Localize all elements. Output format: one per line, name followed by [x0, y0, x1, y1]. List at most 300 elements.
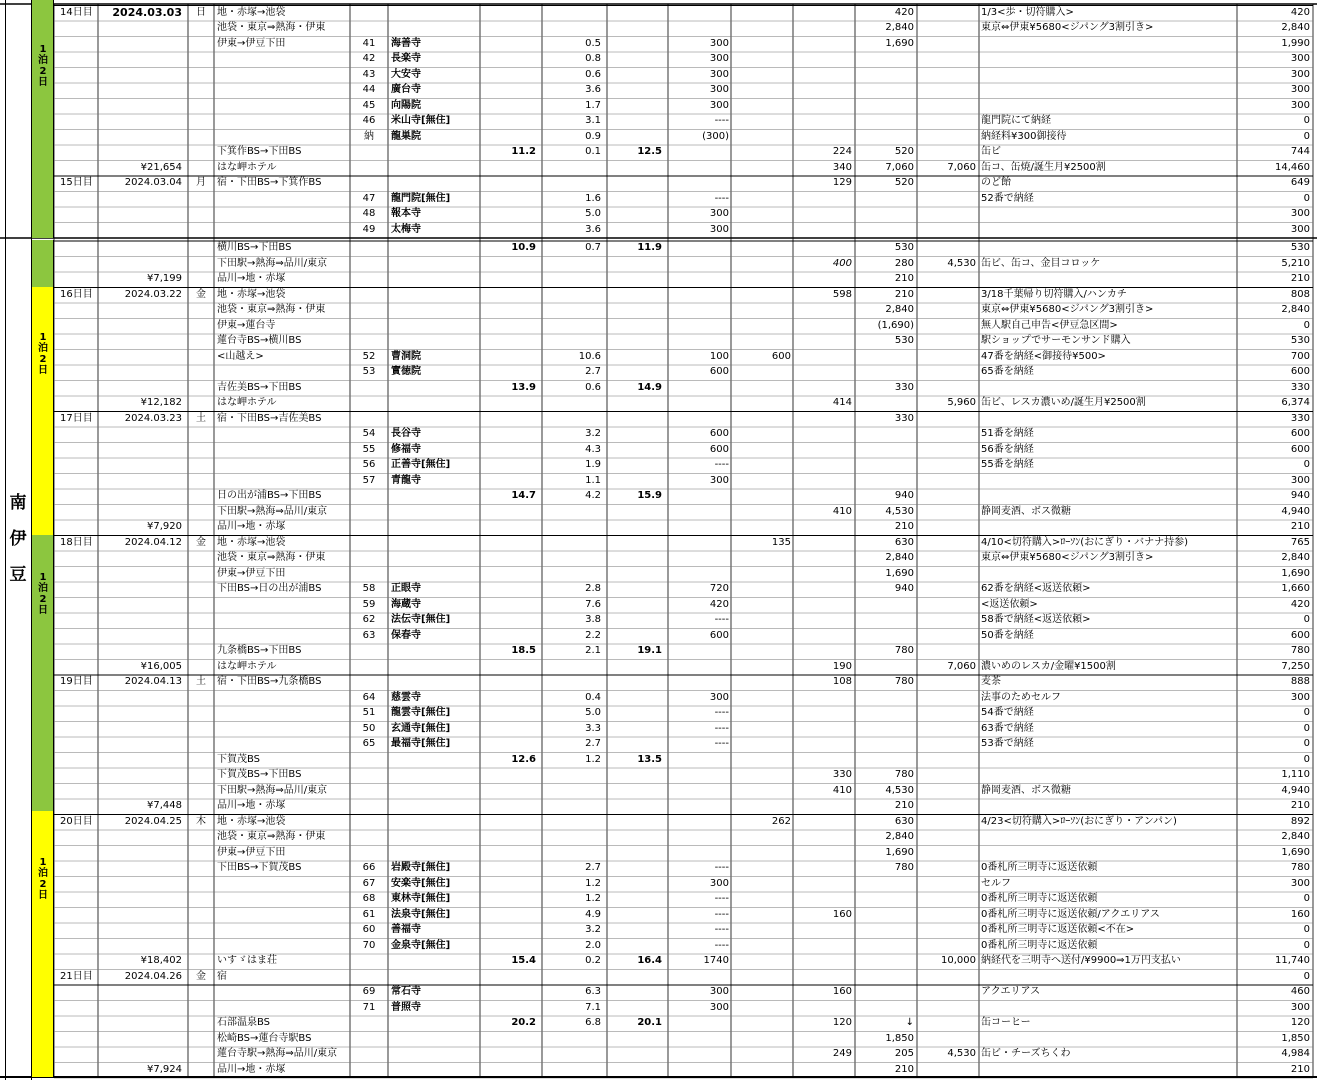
cell-temple-no: [350, 969, 388, 985]
cell-notes: 3/18千葉帰り切符購入/ハンカチ: [981, 288, 1127, 300]
cell-offering: [731, 519, 793, 535]
cell-temple-no: 70: [362, 939, 376, 951]
cell-route: 吉佐美BS→下田BS: [217, 381, 302, 393]
cell-distance: [542, 20, 607, 36]
cell-temple-no: 60: [362, 924, 376, 935]
cell-date: [98, 129, 188, 145]
cell-walk-km: [480, 160, 542, 176]
cell-weekday: [188, 938, 214, 954]
cell-day: [56, 191, 98, 207]
cell-temple-no: 50: [362, 722, 376, 734]
cell-temple-no: [350, 845, 388, 861]
cell-lodging: [917, 845, 979, 861]
cell-date: [98, 1031, 188, 1047]
cell-weekday: 土: [196, 412, 206, 424]
cell-date: [98, 705, 188, 721]
cell-weekday: [188, 612, 214, 628]
cell-stamp-fee: [668, 535, 731, 551]
cell-day: [56, 922, 98, 938]
cell-day: [56, 1000, 98, 1016]
cell-lodging: [917, 798, 979, 814]
cell-notes: [979, 98, 1237, 114]
cell-walk-km: 20.2: [511, 1017, 536, 1028]
cell-stamp-fee: [668, 566, 731, 582]
cell-route: 宿: [217, 970, 227, 982]
cell-lodging: [917, 705, 979, 721]
cell-stamp-fee: ----: [714, 939, 729, 951]
cell-walk-km: [480, 256, 542, 272]
cell-walk-km: [480, 287, 542, 303]
cell-lodging: [917, 519, 979, 535]
cell-lodging: [917, 349, 979, 365]
cell-day: 20日目: [60, 815, 93, 827]
cell-daily-total: 1,990: [1281, 37, 1310, 49]
cell-route: [214, 191, 350, 207]
cell-daily-total: 300: [1290, 877, 1310, 889]
cell-lodging: [917, 129, 979, 145]
cell-lodging: [917, 907, 979, 923]
cell-offering: [731, 380, 793, 396]
cell-fare: [855, 457, 917, 473]
cell-temple-no: [350, 1062, 388, 1078]
cell-lodging: [917, 222, 979, 238]
cell-notes: [979, 271, 1237, 287]
cell-daily-total: 2,840: [1281, 552, 1310, 563]
cell-walk-km: [480, 333, 542, 349]
cell-offering: [731, 302, 793, 318]
cell-weekday: [188, 51, 214, 67]
cell-date: [98, 504, 188, 520]
cell-temple-no: [350, 256, 388, 272]
cell-distance: [542, 674, 607, 690]
cell-offering: [731, 1000, 793, 1016]
cell-weekday: [188, 829, 214, 845]
cell-date: 2024.04.25: [124, 815, 182, 827]
cell-fare: 280: [894, 257, 914, 269]
cell-offering: [731, 256, 793, 272]
cell-weekday: [188, 488, 214, 504]
cell-stamp-fee: ----: [714, 459, 729, 470]
cell-weekday: [188, 1000, 214, 1016]
cell-distance: [542, 504, 607, 520]
cell-lodging: 4,530: [947, 257, 976, 269]
cell-fare: (1,690): [877, 319, 914, 331]
cell-walk-km: 15.4: [511, 955, 536, 966]
cell-date: [98, 206, 188, 222]
cell-snack: [793, 969, 855, 985]
cell-fare: [855, 628, 917, 644]
cell-fare: [855, 395, 917, 411]
cell-lodging: [917, 612, 979, 628]
cell-notes: 納経代を三明寺へ送付/¥9900⇒1万円支払い: [981, 955, 1181, 966]
cell-lodging: [917, 938, 979, 954]
cell-offering: [731, 628, 793, 644]
cell-date: ¥7,924: [147, 1063, 182, 1075]
cell-weekday: [188, 98, 214, 114]
cell-daily-total: 300: [1290, 53, 1310, 64]
cell-date: [98, 256, 188, 272]
cell-stamp-fee: [668, 333, 731, 349]
cell-route: 伊東→伊豆下田: [217, 846, 286, 858]
cell-date: 2024.03.04: [124, 177, 182, 188]
cell-snack: [793, 938, 855, 954]
cell-distance: 1.6: [585, 192, 601, 204]
trip-band-4-label: 1 泊 2 日: [38, 572, 48, 616]
cell-daily-total: 300: [1290, 208, 1310, 219]
cell-day: 21日目: [60, 970, 93, 982]
cell-stamp-fee: [668, 1046, 731, 1062]
cell-offering: [731, 953, 793, 969]
cell-route: 下賀茂BS→下田BS: [217, 769, 302, 780]
cell-fare: [855, 876, 917, 892]
cell-distance: [542, 1031, 607, 1047]
cell-stamp-fee: [668, 1062, 731, 1078]
cell-lodging: [917, 20, 979, 36]
cell-daily-total: 1,660: [1281, 583, 1310, 594]
cell-walk-km: [480, 129, 542, 145]
cell-distance: [542, 1062, 607, 1078]
cell-day: [56, 473, 98, 489]
cell-notes: 麦茶: [981, 676, 1001, 687]
cell-notes: 缶ビ、缶コ、金目コロッケ: [981, 257, 1101, 269]
cell-snack: [793, 364, 855, 380]
cell-lodging: [917, 380, 979, 396]
cell-temple-name: 海善寺: [391, 37, 421, 49]
cell-temple-name: 龍巣院: [391, 130, 421, 142]
cell-distance: 7.1: [585, 1001, 601, 1013]
cell-lodging: [917, 752, 979, 768]
cell-temple-name: 廣台寺: [391, 84, 421, 95]
cell-daily-total: 0: [1303, 738, 1310, 749]
cell-lodging: [917, 504, 979, 520]
cell-notes: 缶コ、缶焼/誕生月¥2500割: [981, 161, 1106, 173]
cell-lodging: [917, 1031, 979, 1047]
cell-daily-total: 210: [1290, 521, 1310, 532]
cell-weekday: [188, 395, 214, 411]
cell-daily-total: 330: [1290, 412, 1310, 424]
cell-snack: [793, 628, 855, 644]
cell-daily-total: 744: [1290, 146, 1310, 157]
cell-offering: [731, 98, 793, 114]
cell-day: [56, 271, 98, 287]
cell-offering: [731, 395, 793, 411]
cell-distance: [542, 519, 607, 535]
cell-snack: [793, 488, 855, 504]
cell-day: [56, 829, 98, 845]
cell-walk-km: 11.2: [511, 146, 536, 157]
cell-fare: [855, 953, 917, 969]
cell-offering: [731, 488, 793, 504]
cell-stamp-fee: [668, 1031, 731, 1047]
cell-snack: [793, 206, 855, 222]
cell-notes: 缶ビ: [981, 146, 1001, 157]
cell-notes: [979, 845, 1237, 861]
cell-distance: 0.6: [585, 68, 601, 80]
cell-lodging: [917, 674, 979, 690]
cell-temple-name: 青龍寺: [391, 474, 421, 486]
cell-total-km: [607, 271, 668, 287]
cell-temple-no: [350, 20, 388, 36]
trip-band-5: [32, 811, 54, 1077]
cell-temple-name: 慈雲寺: [391, 691, 421, 703]
cell-snack: [793, 829, 855, 845]
cell-snack: [793, 271, 855, 287]
cell-day: [56, 82, 98, 98]
cell-total-km: [607, 129, 668, 145]
cell-notes: 47番を納経<御接待¥500>: [981, 350, 1106, 362]
cell-lodging: [917, 736, 979, 752]
cell-snack: [793, 51, 855, 67]
cell-date: [98, 752, 188, 768]
cell-day: [56, 256, 98, 272]
cell-lodging: [917, 206, 979, 222]
cell-temple-name: [388, 643, 480, 659]
cell-temple-name: [388, 256, 480, 272]
cell-snack: [793, 318, 855, 334]
trip-band-3: [32, 287, 54, 535]
cell-day: [56, 380, 98, 396]
cell-snack: 108: [832, 676, 852, 687]
cell-date: 2024.03.22: [124, 288, 182, 300]
cell-lodging: [917, 5, 979, 21]
cell-walk-km: [480, 426, 542, 442]
cell-distance: [542, 318, 607, 334]
cell-daily-total: 888: [1290, 676, 1310, 687]
cell-offering: [731, 845, 793, 861]
cell-notes: 静岡麦酒、ボス微糖: [981, 505, 1071, 517]
cell-lodging: [917, 191, 979, 207]
cell-date: [98, 860, 188, 876]
cell-daily-total: 1,850: [1281, 1032, 1310, 1044]
trip-band-5-label: 1 泊 2 日: [38, 857, 48, 901]
cell-offering: [731, 1031, 793, 1047]
cell-fare: [855, 938, 917, 954]
cell-daily-total: 0: [1303, 893, 1310, 904]
cell-route: いすゞはま荘: [217, 955, 277, 966]
cell-day: [56, 891, 98, 907]
cell-total-km: [607, 550, 668, 566]
cell-temple-no: [350, 783, 388, 799]
cell-lodging: [917, 144, 979, 160]
cell-date: [98, 1000, 188, 1016]
cell-lodging: 7,060: [947, 660, 976, 672]
cell-total-km: [607, 98, 668, 114]
cell-snack: [793, 222, 855, 238]
cell-fare: [855, 690, 917, 706]
cell-daily-total: 0: [1303, 939, 1310, 951]
cell-lodging: [917, 721, 979, 737]
cell-temple-no: 68: [362, 893, 376, 904]
cell-total-km: [607, 566, 668, 582]
cell-day: [56, 597, 98, 613]
cell-route: 九条橋BS→下田BS: [217, 645, 302, 656]
cell-notes: [979, 1031, 1237, 1047]
cell-notes: [979, 566, 1237, 582]
cell-temple-name: [388, 144, 480, 160]
cell-offering: 262: [771, 815, 791, 827]
cell-fare: 780: [894, 862, 914, 873]
cell-day: 16日目: [60, 288, 93, 300]
cell-temple-no: [350, 271, 388, 287]
cell-day: 17日目: [60, 412, 93, 424]
cell-stamp-fee: ----: [714, 707, 729, 718]
cell-lodging: [917, 581, 979, 597]
cell-total-km: [607, 907, 668, 923]
cell-route: [214, 206, 350, 222]
cell-snack: [793, 814, 855, 830]
cell-total-km: [607, 535, 668, 551]
cell-notes: [979, 206, 1237, 222]
cell-route: [214, 612, 350, 628]
cell-date: [98, 144, 188, 160]
cell-lodging: [917, 364, 979, 380]
cell-stamp-fee: [668, 175, 731, 191]
cell-distance: [542, 550, 607, 566]
cell-offering: [731, 67, 793, 83]
cell-lodging: [917, 287, 979, 303]
cell-date: [98, 240, 188, 256]
cell-date: [98, 907, 188, 923]
cell-daily-total: 160: [1290, 908, 1310, 920]
cell-day: [56, 1015, 98, 1031]
cell-snack: [793, 798, 855, 814]
cell-temple-no: 71: [362, 1001, 376, 1013]
cell-route: 横川BS→下田BS: [217, 242, 292, 253]
cell-walk-km: [480, 222, 542, 238]
cell-lodging: [917, 783, 979, 799]
cell-stamp-fee: [668, 829, 731, 845]
cell-walk-km: [480, 411, 542, 427]
cell-daily-total: 210: [1290, 273, 1310, 284]
cell-total-km: [607, 705, 668, 721]
cell-total-km: [607, 20, 668, 36]
cell-date: [98, 984, 188, 1000]
cell-snack: [793, 705, 855, 721]
cell-daily-total: 892: [1290, 815, 1310, 827]
cell-notes: 無人駅自己申告<伊豆急区間>: [981, 319, 1118, 331]
cell-fare: [855, 922, 917, 938]
cell-stamp-fee: (300): [702, 130, 729, 142]
cell-notes: 缶ビ、レスカ濃いめ/誕生月¥2500割: [981, 397, 1146, 408]
cell-weekday: 木: [196, 815, 206, 827]
cell-route: 池袋・東京⇒熱海・伊東: [217, 831, 326, 842]
cell-weekday: [188, 659, 214, 675]
cell-stamp-fee: 300: [709, 1001, 729, 1013]
cell-distance: 4.2: [585, 490, 601, 501]
cell-temple-name: 金泉寺[無住]: [391, 939, 451, 951]
cell-notes: [979, 1000, 1237, 1016]
cell-notes: [979, 67, 1237, 83]
cell-route: [214, 113, 350, 129]
cell-snack: [793, 597, 855, 613]
cell-day: [56, 705, 98, 721]
cell-snack: [793, 129, 855, 145]
cell-notes: [979, 1062, 1237, 1078]
cell-date: [98, 488, 188, 504]
cell-lodging: [917, 891, 979, 907]
cell-daily-total: 300: [1290, 68, 1310, 80]
cell-temple-name: 大安寺: [391, 68, 421, 80]
cell-route: 下田駅→熱海⇒品川/東京: [217, 505, 328, 517]
cell-walk-km: [480, 457, 542, 473]
cell-total-km: [607, 690, 668, 706]
cell-route: 地・赤塚→池袋: [217, 536, 286, 548]
cell-notes: 56番を納経: [981, 443, 1034, 455]
cell-temple-no: [350, 829, 388, 845]
cell-route: 伊東→蓮台寺: [217, 319, 276, 331]
cell-total-km: 19.1: [637, 645, 662, 656]
cell-temple-no: 48: [362, 208, 376, 219]
cell-lodging: [917, 51, 979, 67]
cell-distance: 0.4: [585, 691, 601, 703]
cell-route: 池袋・東京⇒熱海・伊東: [217, 22, 326, 33]
cell-day: [56, 581, 98, 597]
cell-snack: [793, 845, 855, 861]
cell-fare: [855, 612, 917, 628]
cell-total-km: 15.9: [637, 490, 662, 501]
cell-fare: 780: [894, 676, 914, 687]
cell-distance: 1.2: [585, 893, 601, 904]
cell-date: [98, 380, 188, 396]
cell-notes: 納経料¥300御接待: [981, 130, 1067, 142]
cell-distance: [542, 395, 607, 411]
cell-stamp-fee: 420: [709, 598, 729, 610]
cell-date: [98, 783, 188, 799]
cell-lodging: [917, 922, 979, 938]
cell-date: [98, 426, 188, 442]
cell-lodging: [917, 566, 979, 582]
cell-temple-no: [350, 659, 388, 675]
trip-band-1-label: 1 泊 2 日: [38, 44, 48, 88]
cell-distance: [542, 302, 607, 318]
cell-temple-no: [350, 566, 388, 582]
cell-offering: [731, 876, 793, 892]
cell-walk-km: [480, 442, 542, 458]
cell-weekday: [188, 20, 214, 36]
cell-lodging: [917, 628, 979, 644]
cell-stamp-fee: [668, 380, 731, 396]
cell-daily-total: 0: [1303, 130, 1310, 142]
cell-walk-km: [480, 721, 542, 737]
cell-offering: [731, 860, 793, 876]
cell-route: [214, 1000, 350, 1016]
cell-notes: 0番札所三明寺に返送依頼: [981, 862, 1098, 873]
cell-temple-name: [388, 287, 480, 303]
cell-temple-name: 法泉寺[無住]: [391, 908, 451, 920]
cell-daily-total: 7,250: [1281, 660, 1310, 672]
cell-daily-total: 780: [1290, 862, 1310, 873]
cell-fare: 330: [894, 381, 914, 393]
cell-notes: 法事のためセルフ: [981, 691, 1061, 703]
cell-day: [56, 113, 98, 129]
cell-temple-name: [388, 845, 480, 861]
cell-walk-km: [480, 271, 542, 287]
cell-total-km: 13.5: [637, 753, 662, 765]
cell-total-km: [607, 222, 668, 238]
cell-day: [56, 643, 98, 659]
cell-notes: [979, 519, 1237, 535]
cell-day: [56, 953, 98, 969]
cell-lodging: [917, 82, 979, 98]
cell-weekday: [188, 845, 214, 861]
cell-notes: [979, 36, 1237, 52]
cell-walk-km: [480, 969, 542, 985]
cell-snack: [793, 113, 855, 129]
cell-lodging: [917, 113, 979, 129]
cell-stamp-fee: 600: [709, 366, 729, 377]
cell-distance: 3.8: [585, 614, 601, 625]
cell-temple-no: 66: [362, 862, 376, 873]
